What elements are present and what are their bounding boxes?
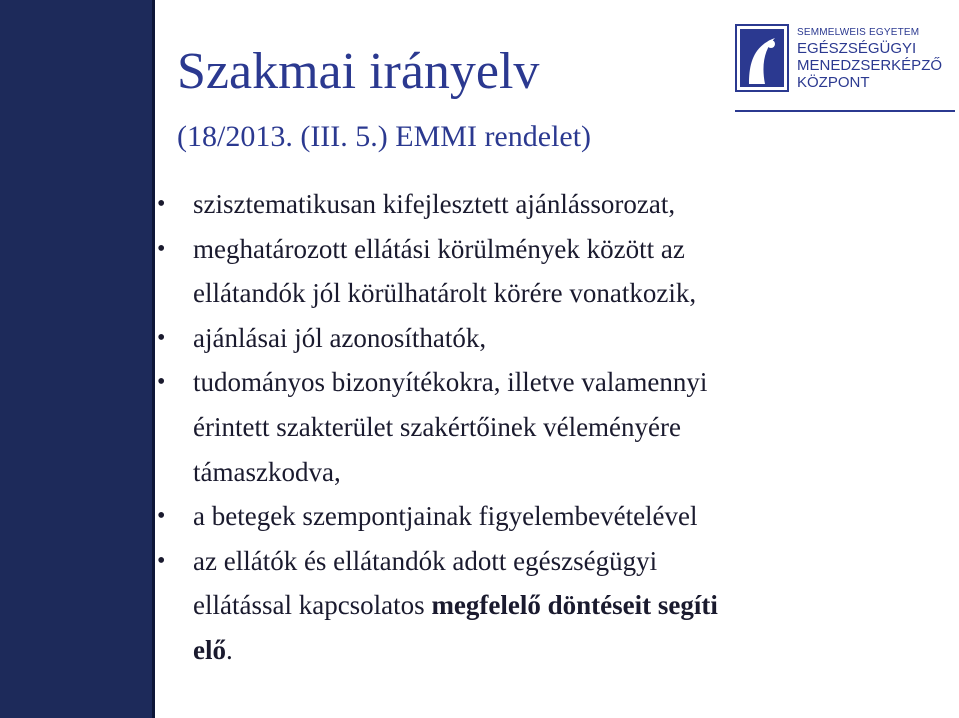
bullet-dot: • <box>157 547 166 574</box>
logo-line-1: EGÉSZSÉGÜGYI <box>797 40 917 57</box>
bullet-item: • meghatározott ellátási körülmények között az ellátandók jól körülhatárolt körére vonatkozik, <box>150 227 940 316</box>
bullet-item: • tudományos bizonyítékokra, illetve valamennyi érintett szakterület szakértőinek véleményére támaszkodva, <box>150 360 940 494</box>
bullet-dot: • <box>157 235 166 262</box>
logo-line-university: SEMMELWEIS EGYETEM <box>797 27 920 38</box>
bullet-dot: • <box>157 324 166 351</box>
bullet-list <box>150 182 940 673</box>
bullet-item: • ajánlásai jól azonosíthatók, <box>150 316 940 361</box>
slide-subtitle: (18/2013. (III. 5.) EMMI rendelet) <box>177 120 592 153</box>
header-rule <box>735 110 955 112</box>
bullet-item: • a betegek szempontjainak figyelembevételével <box>150 494 940 539</box>
logo-line-2: MENEDZSERKÉPZŐ <box>797 57 943 74</box>
slide-title: Szakmai irányelv <box>177 43 540 100</box>
bullet-item: • szisztematikusan kifejlesztett ajánlássorozat, <box>150 182 940 227</box>
logo-mark-icon <box>735 24 789 94</box>
logo-line-3: KÖZPONT <box>797 74 870 91</box>
bullet-dot: • <box>157 503 166 530</box>
bullet-dot: • <box>157 369 166 396</box>
logo-text <box>797 26 942 91</box>
sidebar-panel <box>0 0 155 718</box>
bullet-dot: • <box>157 191 166 217</box>
bullet-item: • az ellátók és ellátandók adott egészségügyi ellátással kapcsolatos megfelelő döntéseit segíti elő. <box>150 539 940 673</box>
semmelweis-logo <box>735 24 950 104</box>
